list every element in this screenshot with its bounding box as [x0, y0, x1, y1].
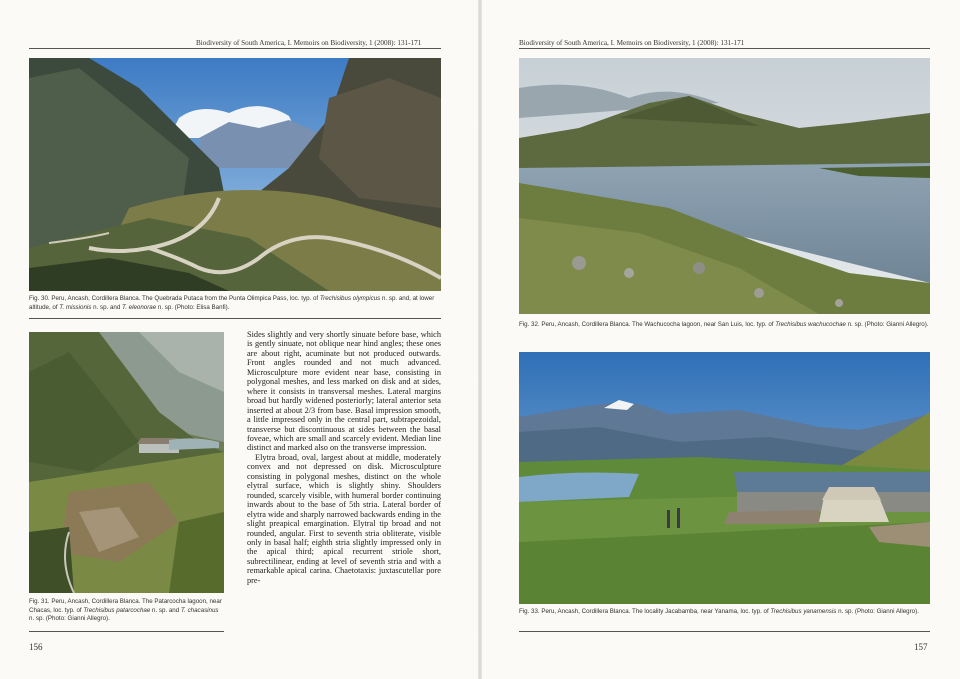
body-paragraph: Sides slightly and very shortly sinuate before base, which is gently sinuate, not oblique near hind angles; these ones are about right, acuminate but not produced outwards. Front angles rounded and not much advanced. Microsculpture more evident near base, consisting in polygonal meshes, and less marked on disk and at sides, where it consists in transversal meshes. Lateral margins broad but hardly widened posteriorly; lateral anterior seta inserted at about 2/3 from base. Basal impression smooth, a little impressed only in the central part, subtrapezoidal, transverse but discontinuous at sides between the basal foveae, which are small and scarcely evident. Median line distinct and marked also on the transverse impression. — [247, 330, 441, 453]
left-running-head: Biodiversity of South America, I. Memoirs on Biodiversity, 1 (2008): 131-171 — [196, 39, 422, 47]
fig32-photo — [519, 58, 930, 314]
left-header-rule — [29, 48, 441, 49]
right-header-rule — [519, 48, 930, 49]
fig30-caption-rule — [29, 318, 441, 319]
fig33-caption: Fig. 33. Peru, Ancash, Cordillera Blanca. The locality Jacabamba, near Yanama, loc. typ. of Trechisibus yanamensis n. sp. (Photo: Gianni Allegro). — [519, 608, 919, 615]
fig31-photo — [29, 332, 224, 593]
fig30-caption: Fig. 30. Peru, Ancash, Cordillera Blanca. The Quebrada Putaca from the Punta Olimpica Pass, loc. typ. of Trechisibus olympicus n. sp. and, at lower altitude, of T. missionis n. sp. and T. eleonorae n. sp. (Photo: Elisa Banfi). — [29, 295, 435, 311]
book-gutter — [478, 0, 482, 679]
fig31-caption: Fig. 31. Peru, Ancash, Cordillera Blanca. The Patarcocha lagoon, near Chacas, loc. typ. of Trechisibus patarcochae n. sp. and T. chacasinus n. sp. (Photo: Gianni Allegro). — [29, 598, 222, 623]
body-paragraph: Elytra broad, oval, largest about at middle, moderately convex and not depressed on disk. Microsculpture consisting in polygonal meshes, distinct on the whole elytral surface, which is slightly shiny. Shoulders rounded, scarcely visible, with humeral border continuing inwards about to the base of 5th stria. Lateral border of elytra wide and sharply narrowed backwards ending in the slight preapical emargination. Elytral tip broad and not rounded, angular. First to seventh stria obliterate, visible only in basal half; eighth stria slightly impressed only in the apical third; apical recurrent striole short, subrectilinear, ending at level of seventh stria and with a remarkable apical carina. Chaetotaxis: juxtascutellar pore pre- — [247, 452, 441, 585]
right-page-number: 157 — [914, 642, 928, 652]
fig33-photo — [519, 352, 930, 604]
left-page-number: 156 — [29, 642, 43, 652]
fig32-caption: Fig. 32. Peru, Ancash, Cordillera Blanca. The Wachucocha lagoon, near San Luis, loc. typ. of Trechisibus wachucochae n. sp. (Photo: Gianni Allegro). — [519, 321, 929, 328]
fig30-photo — [29, 58, 441, 291]
right-running-head: Biodiversity of South America, I. Memoirs on Biodiversity, 1 (2008): 131-171 — [519, 39, 745, 47]
fig33-caption-rule — [519, 631, 930, 632]
fig31-caption-rule — [29, 631, 224, 632]
body-text-column — [247, 330, 441, 585]
